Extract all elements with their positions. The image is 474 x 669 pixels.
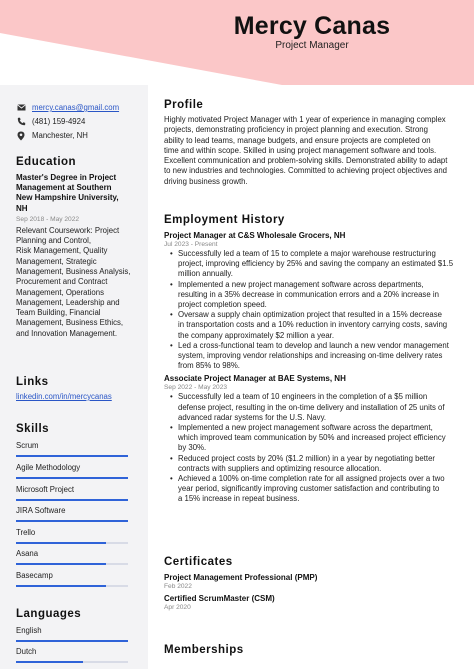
memberships-heading: Memberships [164,644,244,656]
links-section [16,376,136,401]
linkedin-link[interactable]: linkedin.com/in/mercycanas [16,392,112,401]
education-section [16,156,136,339]
skill-label: Trello [16,528,36,537]
certificates-heading: Certificates [164,556,233,568]
skill-item-scrum [16,441,128,457]
education-coursework: Relevant Coursework: Project Planning and Control, Risk Management, Quality Management, Strategic Management, Business Analysis, Procurement and Contract Management, Operations Management, Leadership and Team Building, Financial Management, Business Ethics, and Innovation Management. [16,225,131,338]
certificate-item [164,573,460,590]
job-title: Associate Project Manager at BAE Systems, NH [164,374,346,384]
skill-bar [16,585,128,587]
education-heading: Education [16,156,77,168]
certificate-name: Project Management Professional (PMP) [164,573,318,582]
employment-section [164,214,460,505]
language-bar-fill [16,640,128,642]
skill-item-agile [16,463,128,479]
language-bar [16,640,128,642]
skill-bar [16,520,128,522]
bullet-item: • Reduced project costs by 20% ($1.2 million) in a year by negotiating better contracts with suppliers and optimizing resource allocation. [164,454,460,474]
contact-block [16,101,136,143]
certificate-name: Certified ScrumMaster (CSM) [164,594,275,603]
skill-label: Scrum [16,441,39,450]
language-bar-fill [16,661,83,663]
candidate-title: Project Manager [275,40,349,51]
language-label: English [16,626,42,635]
job-dates: Jul 2023 - Present [164,241,218,248]
skill-bar [16,499,128,501]
profile-section [164,99,460,187]
job-dates: Sep 2022 - May 2023 [164,384,228,392]
certificate-date: Feb 2022 [164,583,192,590]
memberships-section [164,644,460,656]
mail-icon [16,103,26,113]
education-dates: Sep 2018 - May 2022 [16,215,80,223]
location-text: Manchester, NH [32,131,88,140]
skill-bar-fill [16,520,128,522]
skill-label: Asana [16,549,39,558]
education-degree: Master's Degree in Project Management at Southern New Hampshire University, NH [16,173,119,213]
bullet-item: • Successfully led a team of 15 to complete a major warehouse restructuring project, improving efficiency by 25% and saving the company an estimated $1.5 million annually. [164,249,460,280]
profile-text: Highly motivated Project Manager with 1 year of experience in managing complex projects, demonstrating proficiency in project planning and execution. Strong ability to lead teams, manage budgets, and ensure projects are completed on time and within scope. Skilled in using project management software and tools. Excellent communication and problem-solving skills. Demonstrated ability to adapt to new industries and technologies. Committed to achieving project objectives and driving business growth. [164,115,448,186]
language-item-english [16,626,128,642]
skill-bar-fill [16,477,128,479]
skill-bar [16,563,128,565]
job-bullets [164,249,460,371]
certificate-item [164,594,460,611]
skill-bar-fill [16,563,106,565]
bullet-item: • Implemented a new project management software across the department, which improved team communication by 50% and increased project efficiency by 30%. [164,423,460,454]
candidate-name: Mercy Canas [233,12,391,40]
skill-label: Microsoft Project [16,485,75,494]
phone-number: (481) 159-4924 [32,117,86,126]
links-heading: Links [16,376,49,388]
skill-bar-fill [16,499,128,501]
skill-item-asana [16,549,128,565]
language-label: Dutch [16,647,37,656]
job-entry [164,231,460,371]
contact-email[interactable] [16,101,136,114]
bullet-item: • Led a cross-functional team to develop and launch a new vendor management system, improving vendor relationships and increasing on-time delivery rates from 85% to 98%. [164,341,460,372]
skill-item-msproject [16,485,128,501]
skill-bar [16,477,128,479]
skill-label: JIRA Software [16,506,66,515]
bullet-item: • Successfully led a team of 10 engineers in the completion of a $5 million defense project, resulting in the on-time delivery and installation of 25 units of advanced radar systems for the U.S. Navy. [164,392,460,423]
job-title: Project Manager at C&S Wholesale Grocers, NH [164,231,346,240]
email-link[interactable]: mercy.canas@gmail.com [32,103,120,112]
employment-heading: Employment History [164,214,285,226]
skill-bar-fill [16,455,128,457]
job-bullets [164,392,460,504]
phone-icon [16,117,26,127]
skill-bar [16,455,128,457]
job-entry [164,374,460,504]
skill-label: Basecamp [16,571,53,580]
contact-phone [16,115,136,128]
skill-bar-fill [16,585,106,587]
certificate-date: Apr 2020 [164,604,191,611]
skill-bar-fill [16,542,106,544]
language-item-dutch [16,647,128,663]
skill-item-basecamp [16,571,128,587]
location-pin-icon [16,131,26,141]
bullet-item: • Implemented a new project management software across departments, resulting in a 35% decrease in communication errors and a 20% increase in project completion speed. [164,280,460,311]
bullet-item: • Achieved a 100% on-time completion rate for all assigned projects over a two year period, significantly improving customer satisfaction and contributing to a 15% increase in repeat business. [164,474,460,505]
languages-heading: Languages [16,608,82,620]
certificates-section [164,556,460,611]
skill-bar [16,542,128,544]
contact-location [16,129,136,142]
skills-heading-text: Skills [16,423,50,435]
language-bar [16,661,128,663]
profile-heading: Profile [164,99,204,111]
skill-item-jira [16,506,128,522]
skill-label: Agile Methodology [16,463,81,472]
skill-item-trello [16,528,128,544]
bullet-item: • Oversaw a supply chain optimization project that resulted in a 15% decrease in transportation costs and a 10% reduction in inventory carrying costs, saving the company approximately $2 million a year. [164,310,460,341]
